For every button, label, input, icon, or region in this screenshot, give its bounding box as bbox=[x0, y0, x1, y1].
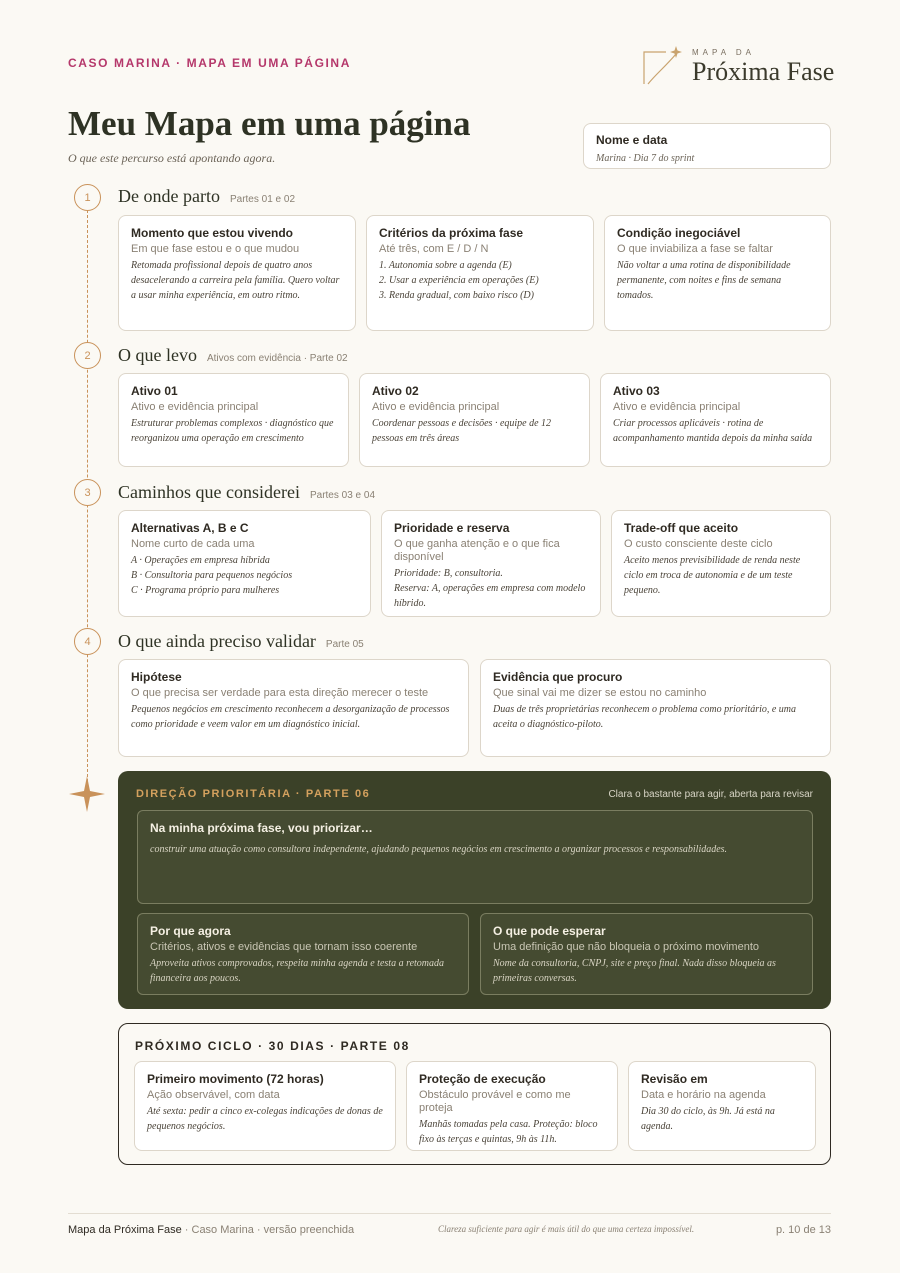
card-subtitle: Em que fase estou e o que mudou bbox=[131, 243, 300, 255]
card-title: Prioridade e reserva bbox=[394, 521, 510, 535]
card-body: Pequenos negócios em crescimento reconhecem a desorganização de processos como prioridade e veem valor em um diagnóstico inicial. bbox=[131, 704, 450, 730]
card-subtitle: Data e horário na agenda bbox=[641, 1089, 766, 1101]
card-por-que-agora bbox=[137, 913, 469, 995]
next-cycle-panel bbox=[118, 1023, 831, 1165]
card-title: Na minha próxima fase, vou priorizar… bbox=[150, 821, 373, 835]
card-title: Hipótese bbox=[131, 670, 182, 684]
card-subtitle: Nome curto de cada uma bbox=[131, 538, 255, 550]
card-title: Critérios da próxima fase bbox=[379, 226, 524, 240]
card-body: Estruturar problemas complexos · diagnóstico que reorganizou uma operação em crescimento bbox=[131, 418, 334, 444]
card-body: Duas de três proprietárias reconhecem o problema como prioritário, e uma aceita o diagnóstico-piloto. bbox=[493, 704, 797, 730]
card-body: Manhãs tomadas pela casa. Proteção: bloco fixo às terças e quintas, 9h às 11h. bbox=[419, 1119, 598, 1145]
card-evidencia bbox=[480, 659, 831, 757]
card-ativo-01 bbox=[118, 373, 349, 467]
priority-statement-card bbox=[137, 810, 813, 904]
name-date-field bbox=[583, 123, 831, 169]
card-title: Revisão em bbox=[641, 1072, 708, 1086]
section-3-note: Partes 03 e 04 bbox=[309, 490, 376, 501]
card-subtitle: Ativo e evidência principal bbox=[613, 401, 741, 413]
card-body: Criar processos aplicáveis · rotina de acompanhamento mantida depois da minha saída bbox=[613, 418, 813, 444]
criterion-line: 2. Usar a experiência em operações (E) bbox=[379, 275, 539, 286]
card-title: Ativo 03 bbox=[613, 384, 660, 398]
footer-divider bbox=[68, 1213, 831, 1214]
priority-eyebrow: DIREÇÃO PRIORITÁRIA · PARTE 06 bbox=[136, 788, 371, 800]
section-1-title: De onde parto bbox=[118, 186, 220, 206]
card-condicao bbox=[604, 215, 831, 331]
card-ativo-03 bbox=[600, 373, 831, 467]
card-body: Nome da consultoria, CNPJ, site e preço final. Nada disso bloqueia as primeiras conversas. bbox=[493, 958, 776, 984]
section-3-title: Caminhos que considerei bbox=[118, 482, 300, 502]
card-title: Trade-off que aceito bbox=[624, 521, 739, 535]
brand-logo bbox=[642, 44, 842, 88]
card-body: Aproveita ativos comprovados, respeita minha agenda e testa a retomada financeira aos poucos. bbox=[150, 958, 445, 984]
card-ativo-02 bbox=[359, 373, 590, 467]
card-title: O que pode esperar bbox=[493, 924, 606, 938]
card-title: Evidência que procuro bbox=[493, 670, 623, 684]
criterion-line: 3. Renda gradual, com baixo risco (D) bbox=[379, 290, 534, 301]
card-subtitle: O que ganha atenção e o que fica disponível bbox=[394, 538, 560, 563]
alternative-line: B · Consultoria para pequenos negócios bbox=[131, 570, 293, 581]
step-number-3: 3 bbox=[74, 479, 101, 506]
page-subtitle: O que este percurso está apontando agora. bbox=[68, 151, 276, 165]
card-trade-off bbox=[611, 510, 831, 617]
logo-wordmark: Próxima Fase bbox=[692, 57, 835, 86]
card-body: Coordenar pessoas e decisões · equipe de 12 pessoas em três áreas bbox=[372, 418, 552, 444]
page-title: Meu Mapa em uma página bbox=[68, 104, 471, 143]
card-body-line: Prioridade: B, consultoria. bbox=[394, 568, 503, 579]
page-number: p. 10 de 13 bbox=[775, 1224, 831, 1236]
section-2-heading bbox=[118, 345, 348, 366]
card-title: Ativo 01 bbox=[131, 384, 178, 398]
step-number-4: 4 bbox=[74, 628, 101, 655]
alternative-line: A · Operações em empresa híbrida bbox=[131, 555, 270, 566]
section-2-note: Ativos com evidência · Parte 02 bbox=[206, 353, 348, 364]
card-title: Ativo 02 bbox=[372, 384, 419, 398]
four-point-star-icon bbox=[69, 776, 105, 812]
next-cycle-eyebrow: PRÓXIMO CICLO · 30 DIAS · PARTE 08 bbox=[135, 1039, 410, 1053]
card-subtitle: O custo consciente deste ciclo bbox=[624, 538, 773, 550]
card-subtitle: O que precisa ser verdade para esta direção merecer o teste bbox=[131, 687, 429, 699]
card-hipotese bbox=[118, 659, 469, 757]
priority-note: Clara o bastante para agir, aberta para revisar bbox=[608, 789, 813, 800]
name-date-value: Marina · Dia 7 do sprint bbox=[596, 153, 695, 164]
card-body: Retomada profissional depois de quatro anos desacelerando a carreira pela família. Quero voltar a usar minha experiência, em outro ritmo. bbox=[131, 260, 340, 301]
footer-brand: Mapa da Próxima Fase bbox=[68, 1224, 182, 1236]
card-title: Por que agora bbox=[150, 924, 231, 938]
card-o-que-pode-esperar bbox=[480, 913, 813, 995]
card-body: construir uma atuação como consultora independente, ajudando pequenos negócios em crescimento a organizar processos e responsabilidades. bbox=[150, 844, 728, 855]
criterion-line: 1. Autonomia sobre a agenda (E) bbox=[379, 260, 512, 271]
card-title: Condição inegociável bbox=[617, 226, 741, 240]
section-1-note: Partes 01 e 02 bbox=[229, 194, 296, 205]
footer-meta: · Caso Marina · versão preenchida bbox=[181, 1224, 355, 1236]
footer-quote: Clareza suficiente para agir é mais útil do que uma certeza impossível. bbox=[438, 1224, 695, 1234]
card-subtitle: O que inviabiliza a fase se faltar bbox=[617, 243, 773, 255]
card-prioridade-reserva bbox=[381, 510, 601, 617]
card-body: Não voltar a uma rotina de disponibilidade permanente, com noites e fins de semana tomados. bbox=[617, 260, 791, 301]
card-subtitle: Ação observável, com data bbox=[147, 1089, 280, 1101]
section-3-heading bbox=[118, 482, 375, 503]
logo-small-text: MAPA DA bbox=[692, 48, 755, 57]
card-subtitle: Que sinal vai me dizer se estou no caminho bbox=[493, 687, 707, 699]
card-body: Até sexta: pedir a cinco ex-colegas indicações de donas de pequenos negócios. bbox=[147, 1106, 383, 1132]
section-4-title: O que ainda preciso validar bbox=[118, 631, 316, 651]
card-revisao bbox=[628, 1061, 816, 1151]
card-body: Dia 30 do ciclo, às 9h. Já está na agenda. bbox=[641, 1106, 775, 1132]
card-body: Aceito menos previsibilidade de renda neste ciclo em troca de autonomia e de um teste pequeno. bbox=[624, 555, 801, 596]
section-2-title: O que levo bbox=[118, 345, 197, 365]
card-title: Proteção de execução bbox=[419, 1072, 546, 1086]
card-subtitle: Uma definição que não bloqueia o próximo movimento bbox=[493, 941, 759, 953]
alternative-line: C · Programa próprio para mulheres bbox=[131, 585, 280, 596]
footer-document-info bbox=[68, 1224, 354, 1236]
card-title: Momento que estou vivendo bbox=[131, 226, 294, 240]
section-4-note: Parte 05 bbox=[325, 639, 364, 650]
step-number-2: 2 bbox=[74, 342, 101, 369]
card-momento bbox=[118, 215, 356, 331]
card-title: Alternativas A, B e C bbox=[131, 521, 249, 535]
card-subtitle: Ativo e evidência principal bbox=[372, 401, 500, 413]
card-subtitle: Critérios, ativos e evidências que tornam isso coerente bbox=[150, 941, 418, 953]
card-alternativas bbox=[118, 510, 371, 617]
card-primeiro-movimento bbox=[134, 1061, 396, 1151]
card-protecao-execucao bbox=[406, 1061, 618, 1151]
card-body-line: Reserva: A, operações em empresa com modelo híbrido. bbox=[394, 583, 586, 609]
section-1-heading bbox=[118, 186, 295, 207]
card-subtitle: Até três, com E / D / N bbox=[379, 243, 489, 255]
card-criterios bbox=[366, 215, 594, 331]
name-date-label: Nome e data bbox=[596, 133, 668, 147]
card-title: Primeiro movimento (72 horas) bbox=[147, 1072, 324, 1086]
document-eyebrow: CASO MARINA · MAPA EM UMA PÁGINA bbox=[68, 56, 351, 70]
card-subtitle: Ativo e evidência principal bbox=[131, 401, 259, 413]
step-number-1: 1 bbox=[74, 184, 101, 211]
priority-direction-panel bbox=[118, 771, 831, 1009]
card-subtitle: Obstáculo provável e como me proteja bbox=[419, 1089, 571, 1114]
logo-mark-icon bbox=[642, 46, 682, 86]
section-4-heading bbox=[118, 631, 364, 652]
